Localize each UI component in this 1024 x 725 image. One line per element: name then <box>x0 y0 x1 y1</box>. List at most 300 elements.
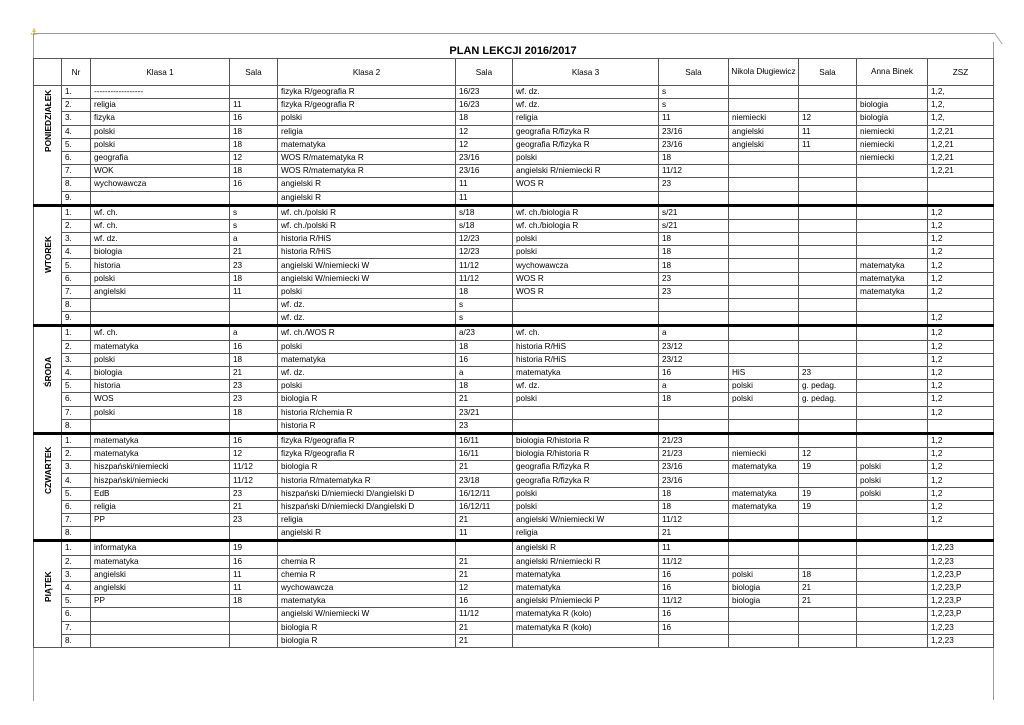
cell-klasa-3 <box>513 634 659 647</box>
cell-klasa-1: religia <box>91 99 230 112</box>
cell-sala-1: 18 <box>230 272 278 285</box>
cell-sala-4: g. pedag. <box>799 393 857 406</box>
cell-klasa-1: fizyka <box>91 112 230 125</box>
cell-sala-4 <box>799 555 857 568</box>
cell-sala-2: 16/12/11 <box>456 500 513 513</box>
cell-klasa-1: wf. ch. <box>91 205 230 219</box>
table-row <box>34 487 994 500</box>
cell-sala-1 <box>230 419 278 433</box>
cell-sala-2: 16/12/11 <box>456 487 513 500</box>
cell-zsz: 1,2 <box>928 461 994 474</box>
cell-teacher-2 <box>857 568 928 581</box>
cell-zsz: 1,2 <box>928 312 994 326</box>
cell-sala-3: 11/12 <box>659 514 729 527</box>
cell-sala-4: 11 <box>799 125 857 138</box>
cell-sala-3: 23/12 <box>659 340 729 353</box>
cell-klasa-3 <box>513 191 659 205</box>
cell-zsz: 1,2, <box>928 86 994 99</box>
cell-sala-1: 12 <box>230 448 278 461</box>
cell-nr: 5. <box>62 138 91 151</box>
cell-teacher-1 <box>729 151 799 164</box>
cell-sala-2: 21 <box>456 634 513 647</box>
cell-teacher-1 <box>729 527 799 541</box>
cell-teacher-2: polski <box>857 461 928 474</box>
cell-sala-3: 16 <box>659 581 729 594</box>
cell-teacher-1 <box>729 555 799 568</box>
cell-teacher-1 <box>729 514 799 527</box>
cell-teacher-2 <box>857 165 928 178</box>
cell-sala-3: a <box>659 326 729 340</box>
cell-teacher-1: matematyka <box>729 500 799 513</box>
cell-sala-3: 18 <box>659 246 729 259</box>
cell-teacher-2: niemiecki <box>857 125 928 138</box>
cell-klasa-2: wf. ch./polski R <box>278 219 456 232</box>
cell-zsz: 1,2, <box>928 112 994 125</box>
cell-sala-4 <box>799 340 857 353</box>
cell-sala-4 <box>799 233 857 246</box>
table-row <box>34 406 994 419</box>
header-klasa-3: Klasa 3 <box>513 59 659 86</box>
cell-sala-4 <box>799 99 857 112</box>
cell-klasa-3: geografia R/fizyka R <box>513 474 659 487</box>
cell-zsz: 1,2 <box>928 393 994 406</box>
cell-nr: 5. <box>62 487 91 500</box>
cell-sala-4 <box>799 608 857 621</box>
cell-sala-3: 18 <box>659 151 729 164</box>
cell-nr: 6. <box>62 393 91 406</box>
cell-teacher-1 <box>729 541 799 555</box>
cell-sala-1: 16 <box>230 340 278 353</box>
cell-sala-3: 11/12 <box>659 165 729 178</box>
cell-sala-1: 16 <box>230 178 278 191</box>
cell-klasa-1: ------------------ <box>91 86 230 99</box>
cell-klasa-2: hiszpański D/niemiecki D/angielski D <box>278 500 456 513</box>
cell-teacher-2 <box>857 634 928 647</box>
cell-klasa-3: wf. ch./biologia R <box>513 205 659 219</box>
cell-sala-4 <box>799 433 857 447</box>
cell-zsz: 1,2 <box>928 259 994 272</box>
cell-klasa-1: biologia <box>91 366 230 379</box>
cell-klasa-3: historia R/HiS <box>513 340 659 353</box>
cell-teacher-2: biologia <box>857 112 928 125</box>
cell-sala-4 <box>799 634 857 647</box>
cell-sala-3: 23/12 <box>659 353 729 366</box>
cell-klasa-1 <box>91 608 230 621</box>
cell-klasa-3: polski <box>513 233 659 246</box>
cell-sala-2: s/18 <box>456 219 513 232</box>
cell-sala-4 <box>799 326 857 340</box>
cell-nr: 6. <box>62 272 91 285</box>
cell-nr: 7. <box>62 406 91 419</box>
cell-teacher-2 <box>857 419 928 433</box>
cell-teacher-1 <box>729 340 799 353</box>
cell-klasa-2: matematyka <box>278 353 456 366</box>
cell-klasa-2: hiszpański D/niemiecki D/angielski D <box>278 487 456 500</box>
table-row <box>34 514 994 527</box>
cell-nr: 6. <box>62 608 91 621</box>
cell-klasa-1: matematyka <box>91 340 230 353</box>
cell-zsz: 1,2, <box>928 99 994 112</box>
table-row <box>34 219 994 232</box>
cell-klasa-3: wf. dz. <box>513 380 659 393</box>
cell-nr: 1. <box>62 433 91 447</box>
cell-klasa-1: wychowawcza <box>91 178 230 191</box>
cell-klasa-3: geografia R/fizyka R <box>513 461 659 474</box>
cell-sala-1 <box>230 621 278 634</box>
cell-klasa-1: angielski <box>91 285 230 298</box>
cell-klasa-3: polski <box>513 151 659 164</box>
cell-sala-3: 18 <box>659 259 729 272</box>
cell-sala-4: 23 <box>799 366 857 379</box>
cell-nr: 7. <box>62 285 91 298</box>
header-teacher-1: Nikola Długiewicz <box>729 59 799 86</box>
table-row <box>34 191 994 205</box>
cell-nr: 1. <box>62 205 91 219</box>
cell-klasa-3: religia <box>513 527 659 541</box>
cell-klasa-3: wf. dz. <box>513 86 659 99</box>
cell-teacher-1: matematyka <box>729 461 799 474</box>
cell-sala-4: 18 <box>799 568 857 581</box>
cell-zsz: 1,2,21 <box>928 138 994 151</box>
cell-sala-3: 23 <box>659 178 729 191</box>
cell-klasa-1: historia <box>91 259 230 272</box>
cell-zsz: 1,2 <box>928 474 994 487</box>
cell-klasa-1: matematyka <box>91 433 230 447</box>
cell-sala-1 <box>230 608 278 621</box>
cell-teacher-2 <box>857 353 928 366</box>
cell-sala-1: 18 <box>230 125 278 138</box>
cell-klasa-3: matematyka <box>513 568 659 581</box>
table-row <box>34 353 994 366</box>
cell-teacher-2 <box>857 581 928 594</box>
cell-klasa-2: historia R/matematyka R <box>278 474 456 487</box>
day-label: WTOREK <box>42 235 53 273</box>
cell-klasa-3: angielski R/niemiecki R <box>513 555 659 568</box>
cell-klasa-3: WOS R <box>513 285 659 298</box>
cell-sala-2: 11 <box>456 191 513 205</box>
table-row <box>34 165 994 178</box>
cell-klasa-2: fizyka R/geografia R <box>278 99 456 112</box>
cell-teacher-2 <box>857 178 928 191</box>
cell-sala-3: s/21 <box>659 219 729 232</box>
cell-klasa-1: informatyka <box>91 541 230 555</box>
cell-teacher-1: angielski <box>729 125 799 138</box>
cell-klasa-2: fizyka R/geografia R <box>278 448 456 461</box>
cell-sala-2: 18 <box>456 285 513 298</box>
cell-klasa-2: wf. ch./polski R <box>278 205 456 219</box>
cell-sala-3: 16 <box>659 568 729 581</box>
cell-nr: 6. <box>62 151 91 164</box>
table-row <box>34 568 994 581</box>
cell-klasa-3 <box>513 419 659 433</box>
cell-sala-4 <box>799 272 857 285</box>
cell-teacher-1 <box>729 259 799 272</box>
cell-klasa-1 <box>91 621 230 634</box>
cell-sala-1 <box>230 312 278 326</box>
cell-sala-2: 23/21 <box>456 406 513 419</box>
cell-nr: 5. <box>62 380 91 393</box>
cell-sala-3: 23/16 <box>659 461 729 474</box>
table-row <box>34 634 994 647</box>
cell-sala-2: s <box>456 312 513 326</box>
cell-klasa-3: matematyka R (koło) <box>513 608 659 621</box>
cell-teacher-2: biologia <box>857 99 928 112</box>
cell-sala-3: 23/16 <box>659 138 729 151</box>
cell-zsz: 1,2,23 <box>928 621 994 634</box>
cell-nr: 3. <box>62 233 91 246</box>
cell-teacher-1: niemiecki <box>729 448 799 461</box>
cell-teacher-1: biologia <box>729 595 799 608</box>
table-row <box>34 595 994 608</box>
table-row <box>34 178 994 191</box>
cell-zsz: 1,2 <box>928 205 994 219</box>
cell-sala-3: 23/16 <box>659 125 729 138</box>
cell-zsz: 1,2 <box>928 272 994 285</box>
cell-zsz: 1,2,23 <box>928 541 994 555</box>
cell-sala-4 <box>799 219 857 232</box>
cell-sala-3 <box>659 419 729 433</box>
cell-klasa-1: matematyka <box>91 555 230 568</box>
table-row <box>34 99 994 112</box>
cell-klasa-2: historia R/HiS <box>278 246 456 259</box>
cell-teacher-1 <box>729 205 799 219</box>
cell-zsz: 1,2 <box>928 233 994 246</box>
cell-zsz: 1,2,23,P <box>928 568 994 581</box>
header-row <box>34 59 994 86</box>
cell-sala-1: 11 <box>230 581 278 594</box>
cell-sala-1: 23 <box>230 487 278 500</box>
cell-sala-2: 18 <box>456 380 513 393</box>
cell-zsz <box>928 191 994 205</box>
cell-nr: 8. <box>62 419 91 433</box>
cell-sala-1: s <box>230 205 278 219</box>
cell-klasa-3: wf. ch./biologia R <box>513 219 659 232</box>
table-row <box>34 125 994 138</box>
cell-klasa-3: religia <box>513 112 659 125</box>
cell-sala-3: s <box>659 86 729 99</box>
cell-sala-3: 11 <box>659 112 729 125</box>
cell-teacher-2 <box>857 608 928 621</box>
cell-teacher-2: matematyka <box>857 285 928 298</box>
cell-sala-3: 23 <box>659 272 729 285</box>
cell-klasa-1: polski <box>91 353 230 366</box>
cell-klasa-1: polski <box>91 406 230 419</box>
cell-sala-3 <box>659 191 729 205</box>
table-row <box>34 393 994 406</box>
cell-sala-4 <box>799 165 857 178</box>
cell-klasa-3: angielski R/niemiecki R <box>513 165 659 178</box>
cell-sala-4 <box>799 299 857 312</box>
cell-sala-1: 21 <box>230 500 278 513</box>
cell-zsz: 1,2 <box>928 380 994 393</box>
cell-zsz: 1,2,23,P <box>928 595 994 608</box>
cell-klasa-2: WOS R/matematyka R <box>278 151 456 164</box>
cell-nr: 1. <box>62 86 91 99</box>
cell-nr: 3. <box>62 461 91 474</box>
cell-klasa-2: religia <box>278 125 456 138</box>
cell-sala-2: 11/12 <box>456 272 513 285</box>
cell-teacher-1: polski <box>729 380 799 393</box>
cell-zsz: 1,2 <box>928 406 994 419</box>
table-row <box>34 541 994 555</box>
header-klasa-1: Klasa 1 <box>91 59 230 86</box>
cell-sala-2: 23/18 <box>456 474 513 487</box>
cell-teacher-1 <box>729 86 799 99</box>
cell-sala-1: 23 <box>230 380 278 393</box>
cell-klasa-3: biologia R/historia R <box>513 448 659 461</box>
cell-sala-1: 18 <box>230 165 278 178</box>
cell-sala-2: 16/23 <box>456 86 513 99</box>
cell-klasa-3: angielski P/niemiecki P <box>513 595 659 608</box>
cell-klasa-2: fizyka R/geografia R <box>278 86 456 99</box>
cell-klasa-1 <box>91 634 230 647</box>
cell-klasa-2: matematyka <box>278 595 456 608</box>
cell-sala-2: 12/23 <box>456 233 513 246</box>
table-row <box>34 474 994 487</box>
cell-sala-3: 16 <box>659 608 729 621</box>
day-label: PONIEDZIAŁEK <box>42 89 53 152</box>
cell-sala-4 <box>799 191 857 205</box>
cell-teacher-2 <box>857 527 928 541</box>
table-row <box>34 621 994 634</box>
cell-teacher-1 <box>729 406 799 419</box>
timetable-body <box>34 86 994 648</box>
cell-sala-3: 16 <box>659 366 729 379</box>
table-row <box>34 608 994 621</box>
cell-klasa-2 <box>278 541 456 555</box>
cell-nr: 8. <box>62 634 91 647</box>
cell-klasa-1 <box>91 527 230 541</box>
cell-klasa-3: polski <box>513 500 659 513</box>
table-row <box>34 433 994 447</box>
cell-teacher-1: polski <box>729 568 799 581</box>
cell-teacher-1 <box>729 246 799 259</box>
cell-sala-2: 16 <box>456 353 513 366</box>
cell-sala-2: 12 <box>456 138 513 151</box>
cell-klasa-2: fizyka R/geografia R <box>278 433 456 447</box>
table-row <box>34 500 994 513</box>
cell-teacher-1 <box>729 419 799 433</box>
cell-sala-1: 23 <box>230 259 278 272</box>
cell-sala-3 <box>659 634 729 647</box>
cell-teacher-2 <box>857 246 928 259</box>
cell-klasa-3: historia R/HiS <box>513 353 659 366</box>
cell-sala-1: 16 <box>230 112 278 125</box>
cell-nr: 2. <box>62 340 91 353</box>
cell-sala-2: 12 <box>456 125 513 138</box>
cell-sala-1: 11/12 <box>230 474 278 487</box>
cell-klasa-3: WOS R <box>513 178 659 191</box>
cell-teacher-2 <box>857 380 928 393</box>
cell-teacher-1: HiS <box>729 366 799 379</box>
cell-klasa-1: EdB <box>91 487 230 500</box>
cell-sala-2: 23 <box>456 419 513 433</box>
cell-sala-1: 11 <box>230 568 278 581</box>
cell-klasa-2: religia <box>278 514 456 527</box>
cell-klasa-2: polski <box>278 340 456 353</box>
cell-klasa-1: PP <box>91 514 230 527</box>
cell-sala-2: s/18 <box>456 205 513 219</box>
day-label: ŚRODA <box>42 356 53 387</box>
cell-teacher-2 <box>857 233 928 246</box>
cell-nr: 4. <box>62 125 91 138</box>
cell-sala-3: 21/23 <box>659 433 729 447</box>
cell-sala-1 <box>230 86 278 99</box>
cell-klasa-2: wychowawcza <box>278 581 456 594</box>
header-day <box>34 59 62 86</box>
cell-zsz: 1,2 <box>928 366 994 379</box>
cell-klasa-2: chemia R <box>278 568 456 581</box>
cell-klasa-3: biologia R/historia R <box>513 433 659 447</box>
cell-sala-1: 18 <box>230 353 278 366</box>
cell-sala-1: 23 <box>230 393 278 406</box>
cell-sala-2: 21 <box>456 461 513 474</box>
cell-sala-1: 21 <box>230 246 278 259</box>
table-row <box>34 233 994 246</box>
cell-teacher-2: niemiecki <box>857 138 928 151</box>
cell-teacher-1 <box>729 608 799 621</box>
cell-sala-3: 21/23 <box>659 448 729 461</box>
cell-sala-2: 16 <box>456 595 513 608</box>
cell-teacher-1 <box>729 474 799 487</box>
cell-klasa-1: angielski <box>91 581 230 594</box>
cell-nr: 2. <box>62 448 91 461</box>
cell-sala-3 <box>659 312 729 326</box>
cell-sala-3: 18 <box>659 233 729 246</box>
cell-teacher-2 <box>857 514 928 527</box>
cell-sala-4 <box>799 353 857 366</box>
cell-teacher-2 <box>857 500 928 513</box>
cell-nr: 7. <box>62 165 91 178</box>
cell-teacher-2 <box>857 326 928 340</box>
cell-teacher-1 <box>729 299 799 312</box>
cell-zsz: 1,2 <box>928 353 994 366</box>
cell-sala-1: 16 <box>230 433 278 447</box>
cell-sala-2: 16/11 <box>456 433 513 447</box>
cell-zsz: 1,2,23 <box>928 634 994 647</box>
cell-sala-3: 16 <box>659 621 729 634</box>
cell-klasa-3: wf. ch. <box>513 326 659 340</box>
cell-sala-2: 16/11 <box>456 448 513 461</box>
cell-sala-3: 23/16 <box>659 474 729 487</box>
cell-teacher-2 <box>857 555 928 568</box>
cell-teacher-2 <box>857 191 928 205</box>
cell-sala-2: 23/16 <box>456 151 513 164</box>
cell-teacher-2: niemiecki <box>857 151 928 164</box>
cell-sala-3: 18 <box>659 487 729 500</box>
cell-klasa-1: polski <box>91 138 230 151</box>
table-row <box>34 86 994 99</box>
cell-klasa-2: angielski W/niemiecki W <box>278 259 456 272</box>
cell-klasa-1: geografia <box>91 151 230 164</box>
cell-sala-4: 12 <box>799 112 857 125</box>
cell-klasa-2: biologia R <box>278 393 456 406</box>
cell-nr: 2. <box>62 99 91 112</box>
cell-teacher-2 <box>857 393 928 406</box>
cell-sala-2: 21 <box>456 514 513 527</box>
cell-klasa-2: polski <box>278 285 456 298</box>
cell-klasa-3 <box>513 312 659 326</box>
cell-teacher-1: angielski <box>729 138 799 151</box>
cell-teacher-1 <box>729 433 799 447</box>
table-row <box>34 151 994 164</box>
cell-klasa-2: biologia R <box>278 621 456 634</box>
cell-zsz: 1,2,21 <box>928 125 994 138</box>
header-nr: Nr <box>62 59 91 86</box>
cell-sala-1: 11 <box>230 99 278 112</box>
cell-nr: 4. <box>62 581 91 594</box>
cell-sala-3: 18 <box>659 393 729 406</box>
